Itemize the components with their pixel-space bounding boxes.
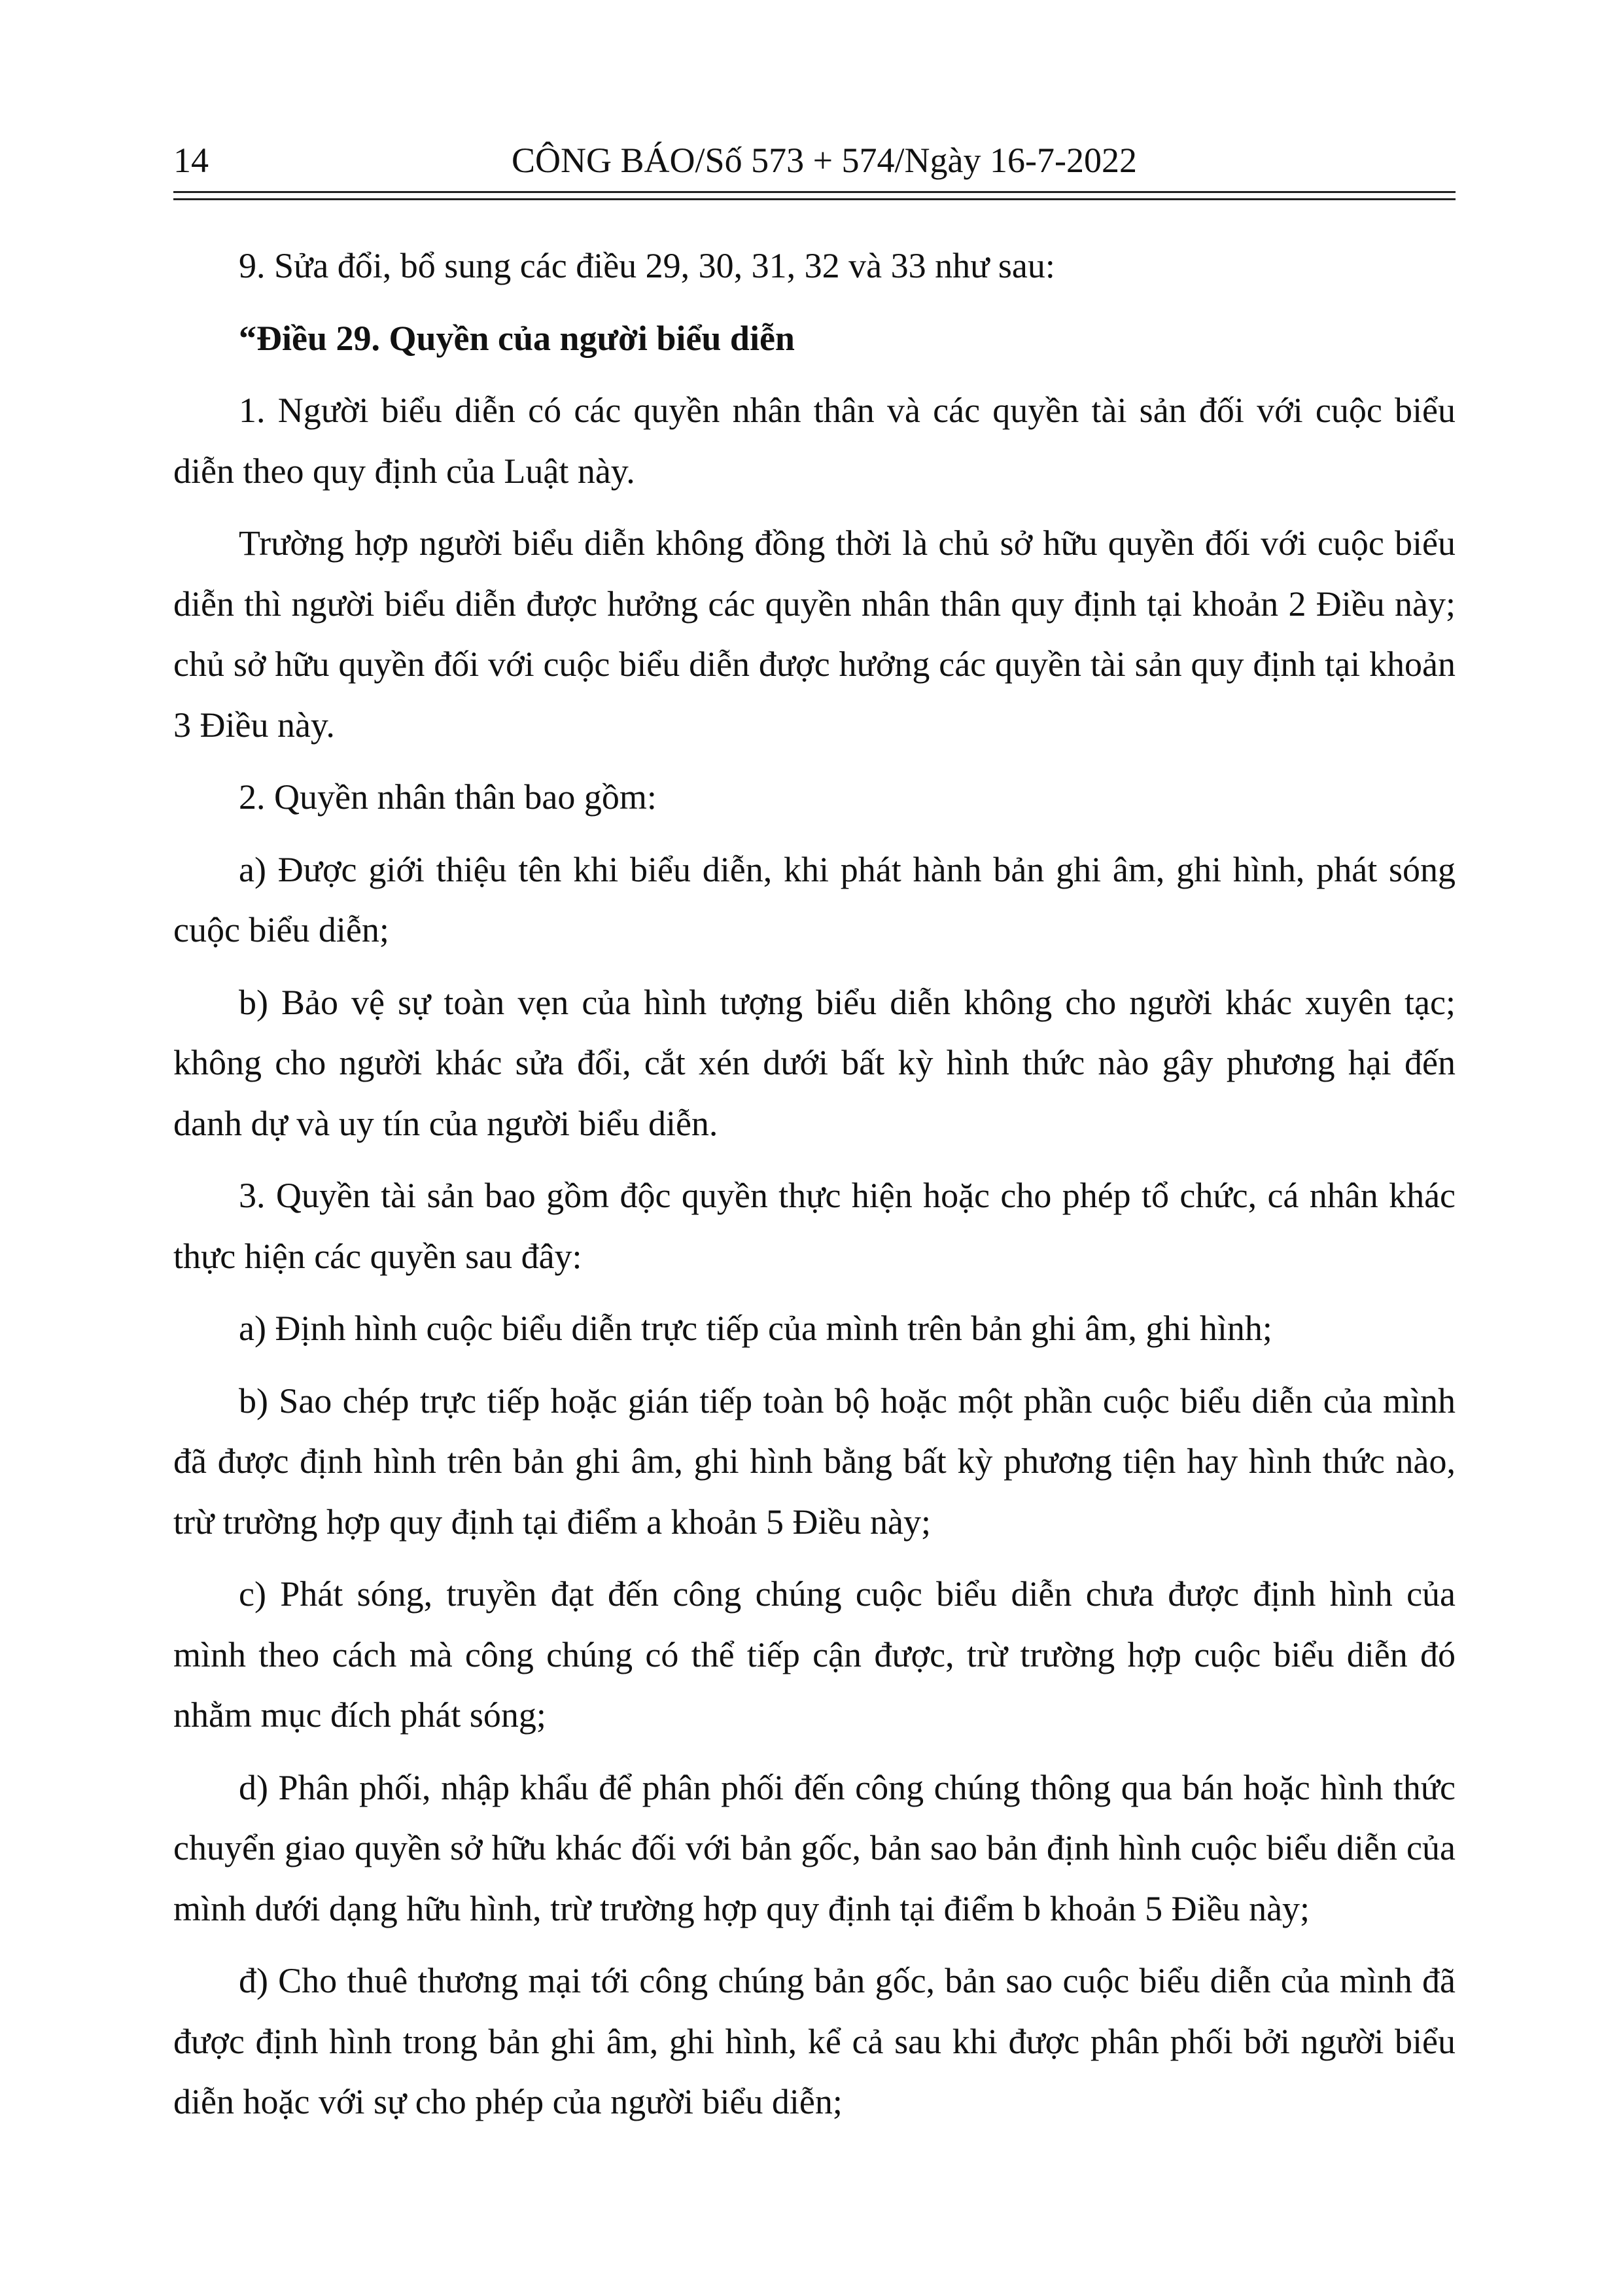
clause-3: 3. Quyền tài sản bao gồm độc quyền thực hiện hoặc cho phép tổ chức, cá nhân khác thực hiện các quyền sau đây:	[173, 1176, 1456, 1276]
clause-3-point-c: c) Phát sóng, truyền đạt đến công chúng cuộc biểu diễn chưa được định hình của mình theo cách mà công chúng có thể tiếp cận được, trừ trường hợp cuộc biểu diễn đó nhằm mục đích phát sóng;	[173, 1574, 1456, 1735]
clause-1: 1. Người biểu diễn có các quyền nhân thân và các quyền tài sản đối với cuộc biểu diễn theo quy định của Luật này.	[173, 391, 1456, 491]
page-header	[173, 134, 1456, 186]
article-29-heading: “Điều 29. Quyền của người biểu diễn	[239, 318, 795, 358]
clause-2-point-b: b) Bảo vệ sự toàn vẹn của hình tượng biểu diễn không cho người khác xuyên tạc; không cho người khác sửa đổi, cắt xén dưới bất kỳ hình thức nào gây phương hại đến danh dự và uy tín của người biểu diễn.	[173, 982, 1456, 1143]
header-rule-bottom	[173, 198, 1456, 200]
document-body	[173, 236, 1456, 2144]
clause-2-point-a: a) Được giới thiệu tên khi biểu diễn, khi phát hành bản ghi âm, ghi hình, phát sóng cuộc biểu diễn;	[173, 849, 1456, 949]
gazette-header-title: CÔNG BÁO/Số 573 + 574/Ngày 16-7-2022	[512, 141, 1137, 180]
clause-3-point-a: a) Định hình cuộc biểu diễn trực tiếp của mình trên bản ghi âm, ghi hình;	[239, 1309, 1272, 1348]
clause-3-point-d: d) Phân phối, nhập khẩu để phân phối đến công chúng thông qua bán hoặc hình thức chuyển giao quyền sở hữu khác đối với bản gốc, bản sao bản định hình cuộc biểu diễn của mình dưới dạng hữu hình, trừ trường hợp quy định tại điểm b khoản 5 Điều này;	[173, 1767, 1456, 1928]
clause-1-continuation: Trường hợp người biểu diễn không đồng thời là chủ sở hữu quyền đối với cuộc biểu diễn thì người biểu diễn được hưởng các quyền nhân thân quy định tại khoản 2 Điều này; chủ sở hữu quyền đối với cuộc biểu diễn được hưởng các quyền tài sản quy định tại khoản 3 Điều này.	[173, 523, 1456, 745]
clause-3-point-dd: đ) Cho thuê thương mại tới công chúng bản gốc, bản sao cuộc biểu diễn của mình đã được định hình trong bản ghi âm, ghi hình, kể cả sau khi được phân phối bởi người biểu diễn hoặc với sự cho phép của người biểu diễn;	[173, 1961, 1456, 2121]
amendment-intro: 9. Sửa đổi, bổ sung các điều 29, 30, 31, 32 và 33 như sau:	[239, 246, 1055, 285]
header-rule-top	[173, 191, 1456, 193]
clause-3-point-b: b) Sao chép trực tiếp hoặc gián tiếp toàn bộ hoặc một phần cuộc biểu diễn của mình đã được định hình trên bản ghi âm, ghi hình bằng bất kỳ phương tiện hay hình thức nào, trừ trường hợp quy định tại điểm a khoản 5 Điều này;	[173, 1381, 1456, 1542]
page-number: 14	[173, 141, 209, 180]
clause-2: 2. Quyền nhân thân bao gồm:	[239, 777, 657, 817]
